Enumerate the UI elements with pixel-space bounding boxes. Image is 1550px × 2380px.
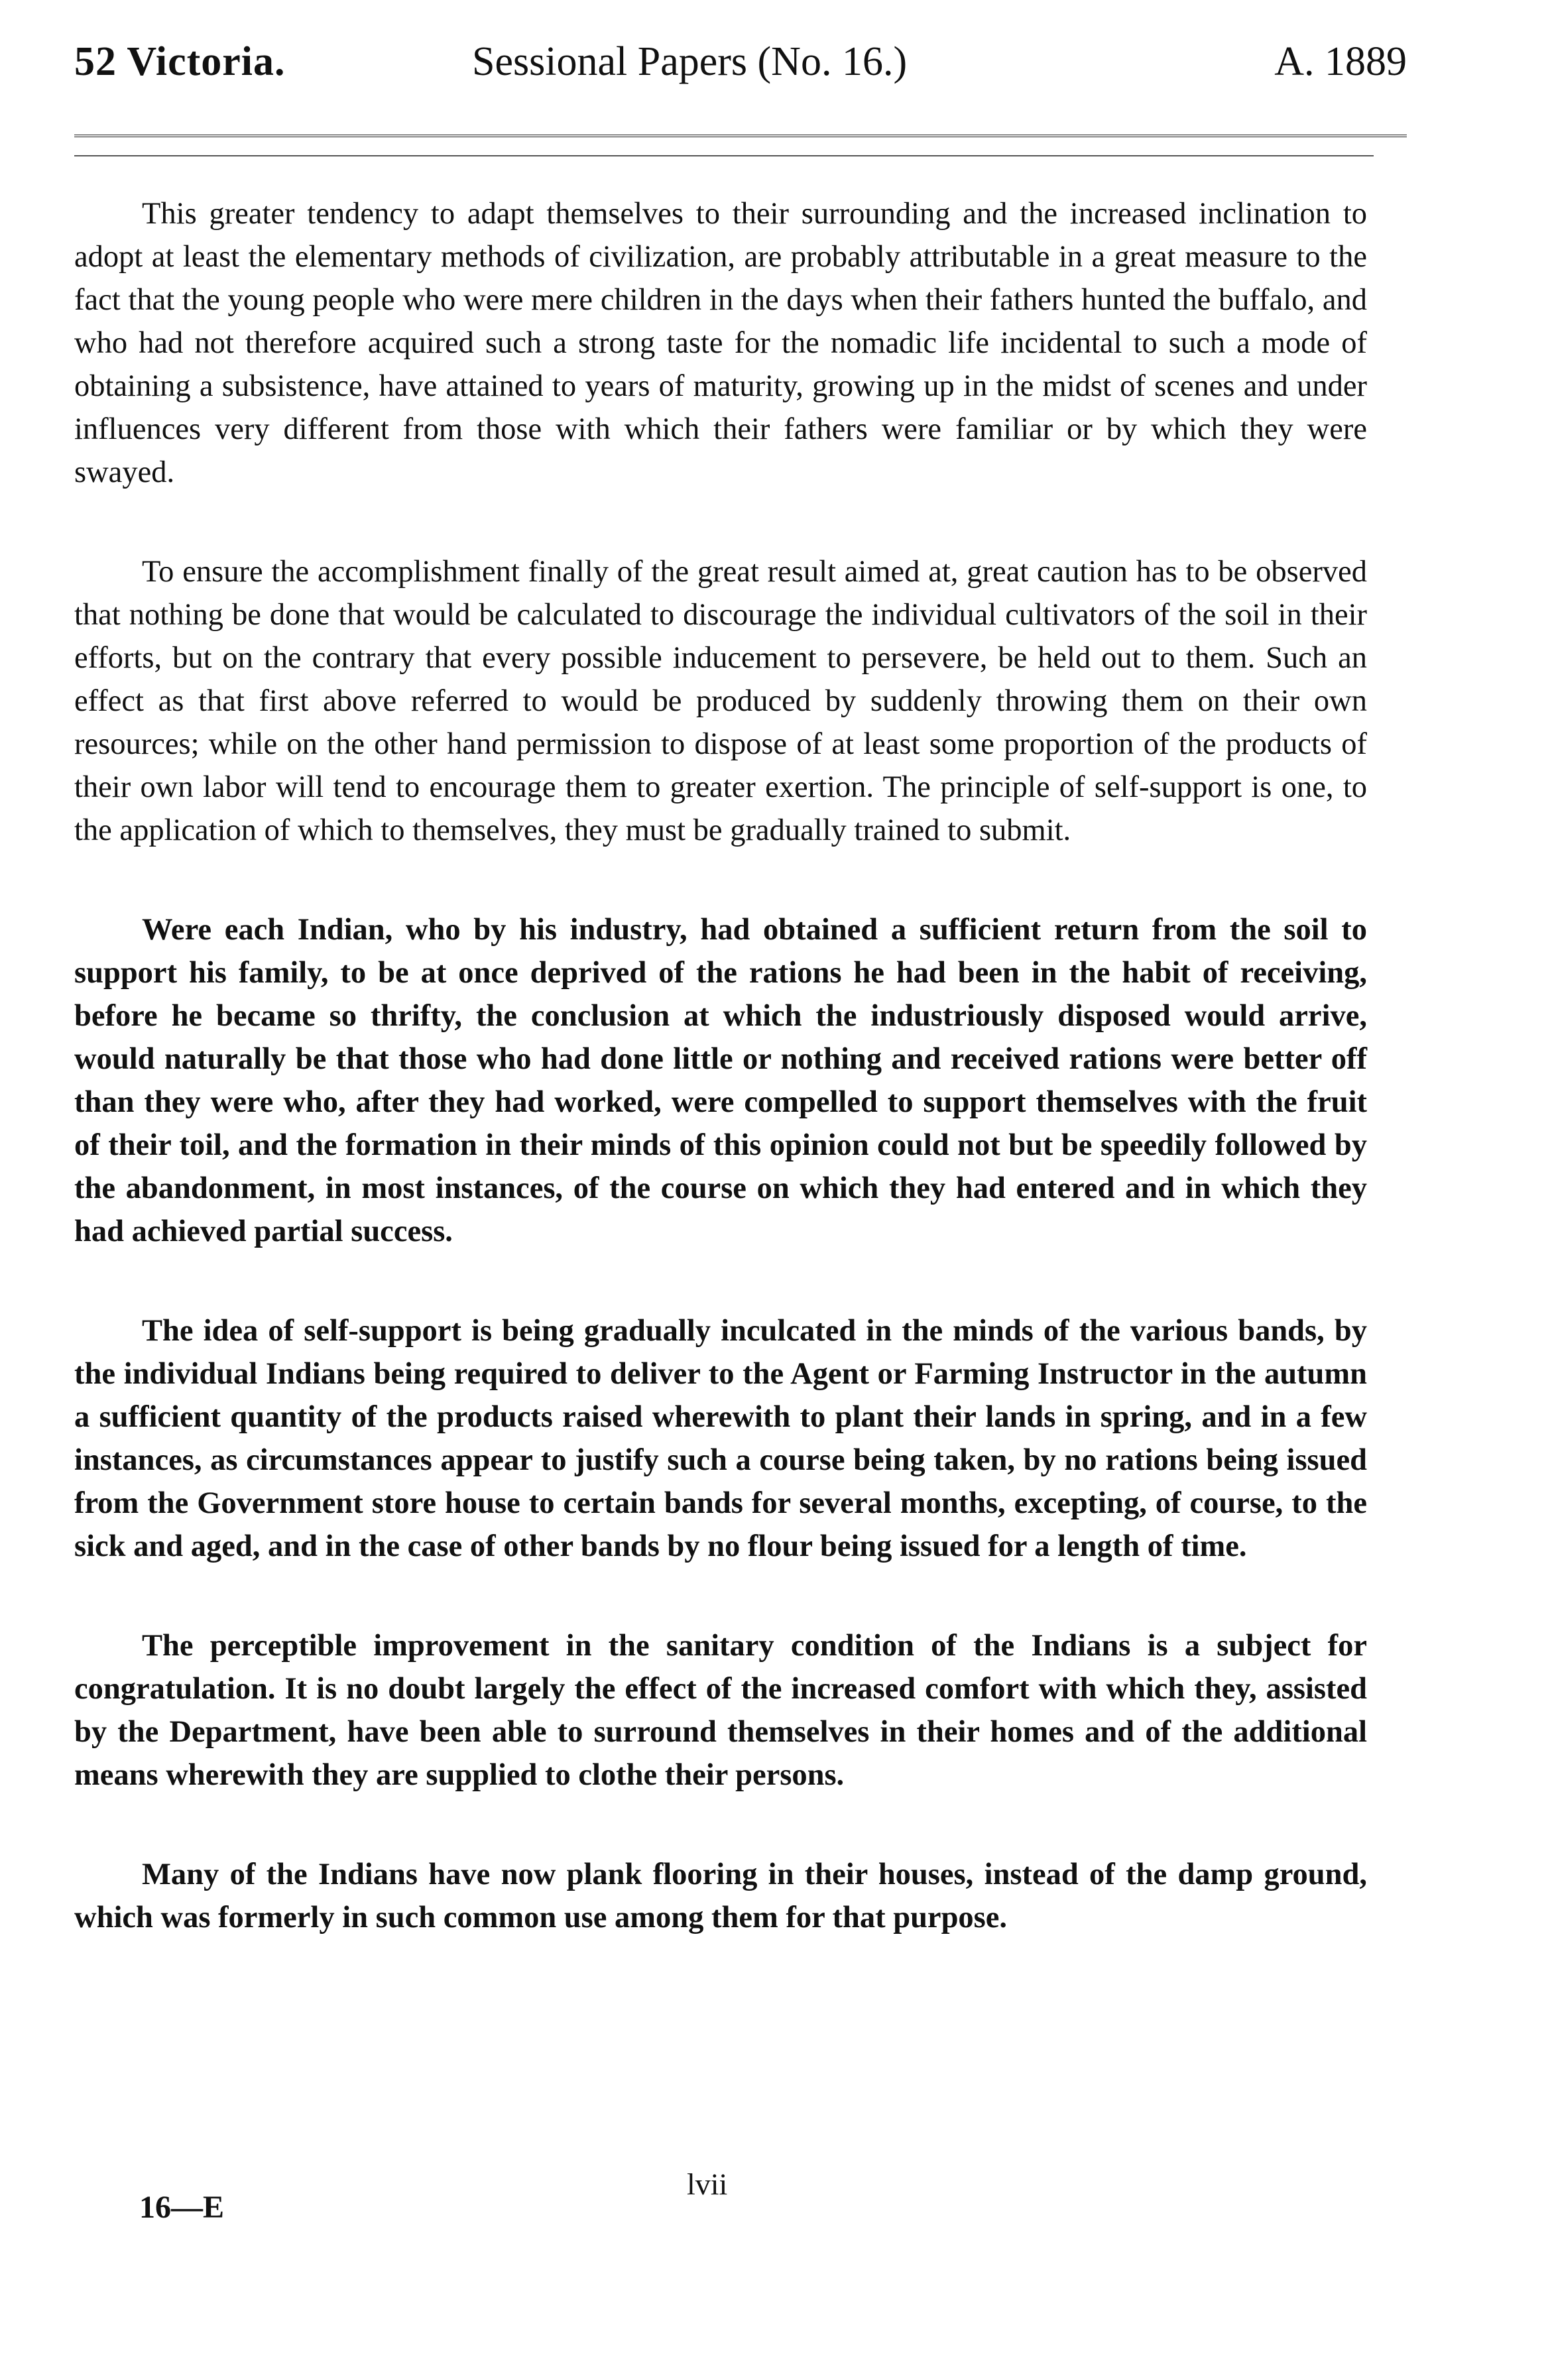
document-body — [74, 192, 1367, 1995]
page-header — [74, 25, 1407, 125]
paragraph-6: Many of the Indians have now plank flooring in their houses, instead of the damp ground, which was formerly in such common use among them for that purpose. — [74, 1858, 1367, 1934]
paragraph-4: The idea of self-support is being gradually inculcated in the minds of the various bands, by the individual Indians being required to deliver to the Agent or Farming Instructor in the autumn a sufficient quantity of the products raised wherewith to plant their lands in spring, and in a few instances, as circumstances appear to justify such a course being taken, by no rations being issued from the Government store house to certain bands for several months, excepting, of course, to the sick and aged, and in the case of other bands by no flour being issued for a length of time. — [74, 1314, 1367, 1563]
paragraph-5: The perceptible improvement in the sanitary condition of the Indians is a subject for congratulation. It is no doubt largely the effect of the increased comfort with which they, assisted by the Department, have been able to surround themselves in their homes and of the additional means wherewith they are supplied to clothe their persons. — [74, 1629, 1367, 1792]
header-year: A. 1889 — [1274, 39, 1407, 84]
paragraph-2: To ensure the accomplishment finally of the great result aimed at, great caution has to be observed that nothing be done that would be calculated to discourage the individual cultivators of the soil in their efforts, but on the contrary that every possible inducement to persevere, be held out to them. Such an effect as that first above referred to would be produced by suddenly throwing them on their own resources; while on the other hand permission to dispose of at least some proportion of the products of their own labor will tend to encourage them to greater exertion. The principle of self-support is one, to the application of which to themselves, they must be gradually trained to submit. — [74, 555, 1367, 847]
header-rule-thin — [74, 155, 1374, 156]
header-title: Sessional Papers (No. 16.) — [472, 39, 908, 84]
header-rule — [74, 135, 1407, 137]
paragraph-1: This greater tendency to adapt themselves to their surrounding and the increased inclination to adopt at least the elementary methods of civilization, are probably attributable in a great measure to the fact that the young people who were mere children in the days when their fathers hunted the buffalo, and who had not therefore acquired such a strong taste for the nomadic life incidental to such a mode of obtaining a subsistence, have attained to years of maturity, growing up in the midst of scenes and under influences very different from those with which their fathers were familiar or by which they were swayed. — [74, 197, 1367, 489]
signature-mark: 16—E — [139, 2190, 225, 2225]
page-number: lvii — [687, 2167, 728, 2201]
header-volume: 52 Victoria. — [74, 39, 286, 84]
paragraph-3: Were each Indian, who by his industry, had obtained a sufficient return from the soil to support his family, to be at once deprived of the rations he had been in the habit of receiving, before he became so thrifty, the conclusion at which the industriously disposed would arrive, would naturally be that those who had done little or nothing and received rations were better off than they were who, after they had worked, were compelled to support themselves with the fruit of their toil, and the formation in their minds of this opinion could not but be speedily followed by the abandonment, in most instances, of the course on which they had entered and in which they had achieved partial success. — [74, 913, 1367, 1248]
